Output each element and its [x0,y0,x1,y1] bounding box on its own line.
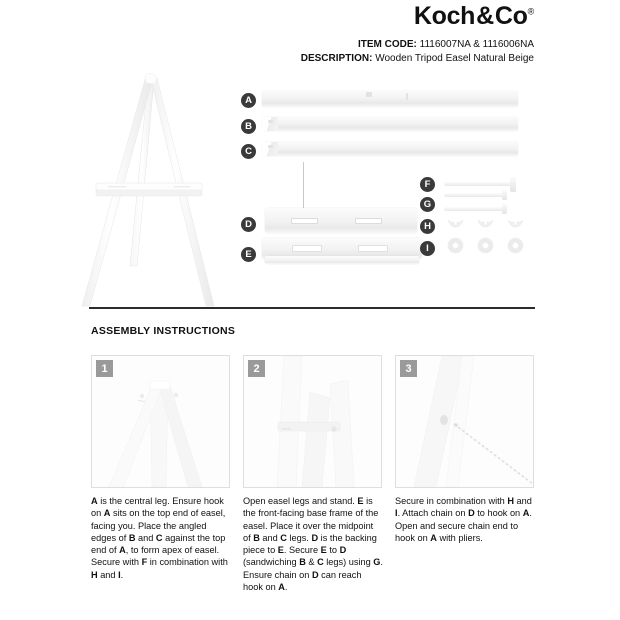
parts-diagram [0,66,620,281]
part-B-angled-leg [262,117,518,131]
part-C-angled-leg [262,142,518,156]
assembly-instructions-title: ASSEMBLY INSTRUCTIONS [91,325,236,337]
assembly-step-1 [91,355,228,580]
step-2-caption: Open easel legs and stand. E is the front-facing base frame of the easel. Place it over the midpoint of B and C legs. D is the backing piece to E. Secure E to D (sandwiching B & C legs) using G. Ensure chain on D can reach hook on A. [243,496,383,593]
part-A-central-leg [262,91,518,107]
step-3-photo [395,355,534,488]
step-3-caption: Secure in combination with H and I. Attach chain on D to hook on A. Open and secure chain end to hook on A with pliers. [395,496,532,543]
product-meta [301,38,534,66]
item-code-value: 1116007NA & 1116006NA [419,39,534,50]
part-label-G: G [420,197,435,212]
washer-3 [508,238,523,253]
part-label-F: F [420,177,435,192]
slot-right [355,218,382,224]
slot-left [292,245,322,252]
brand-name-part1: Koch [413,2,476,30]
assembly-step-2 [243,355,383,593]
washer-2 [478,238,493,253]
part-label-C: C [241,144,256,159]
slot-right [358,245,388,252]
assembly-step-3 [395,355,532,543]
part-label-E: E [241,247,256,262]
section-divider [89,307,535,309]
part-G-short-bolts [444,190,514,218]
step-1-caption: A is the central leg. Ensure hook on A sits on the top end of easel, facing you. Place the angled edges of B and C against the top end of A, to form apex of easel. Secure with F in combination with H and I. [91,496,228,580]
part-label-D: D [241,217,256,232]
wing-nut-2 [477,218,494,230]
description-value: Wooden Tripod Easel Natural Beige [375,53,534,64]
registered-trademark-icon: ® [527,6,534,17]
easel-hero-illustration [62,66,240,321]
description-row [301,52,534,66]
brand-logo [414,2,534,31]
part-label-H: H [420,219,435,234]
part-D-backing-piece [265,208,417,233]
wing-nut-1 [447,218,464,230]
description-label: DESCRIPTION: [300,53,373,64]
part-E-lip [265,256,419,264]
part-label-A: A [241,93,256,108]
step-1-number: 1 [96,360,113,377]
slot-left [291,218,318,224]
brand-name-part2: Co [494,2,528,30]
step-3-number: 3 [400,360,417,377]
part-label-I: I [420,241,435,256]
part-label-B: B [241,119,256,134]
wing-nut-3 [507,218,524,230]
item-code-label: ITEM CODE: [357,39,417,50]
step-1-photo [91,355,230,488]
washer-1 [448,238,463,253]
step-2-photo [243,355,382,488]
brand-ampersand: & [476,2,494,30]
step-2-number: 2 [248,360,265,377]
item-code-row [301,38,534,52]
